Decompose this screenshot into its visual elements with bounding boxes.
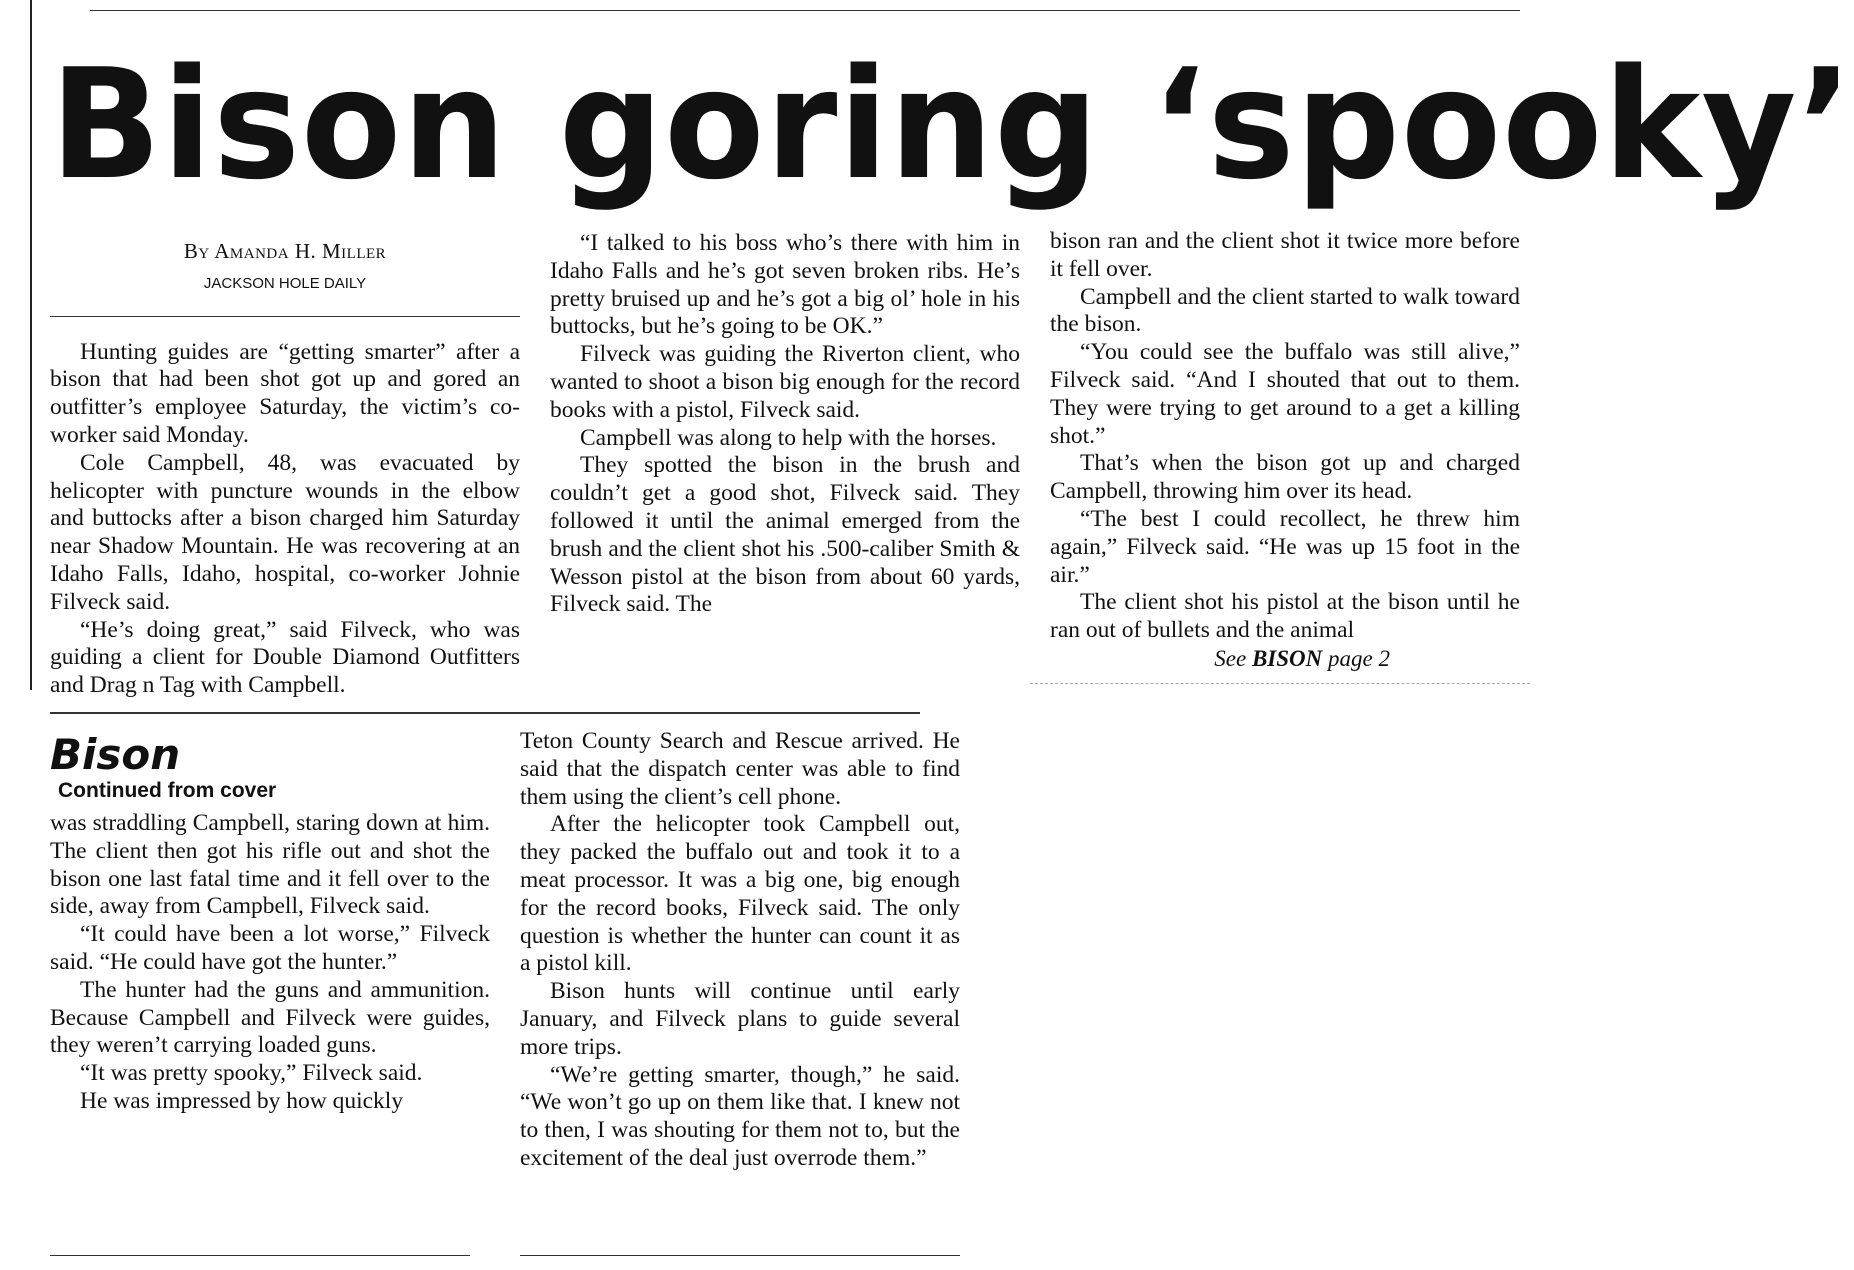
paragraph: They spotted the bison in the brush and couldn’t get a good shot, Filveck said. They followed it until the animal emerged from the brush and the client shot his .500-caliber Smith & Wesson pistol at the bison from about 60 yards, Filveck said. The xyxy=(550,452,1020,618)
paragraph: Campbell was along to help with the horses. xyxy=(580,424,997,451)
headline: Bison goring ‘spooky’ xyxy=(50,36,1854,213)
paragraph: “We’re getting smarter, though,” he said. “We won’t go up on them like that. I knew not to then, I was shouting for them not to, but the excitement of the deal just overrode them.” xyxy=(520,1061,960,1171)
dashed-rule xyxy=(1030,683,1530,684)
paragraph: After the helicopter took Campbell out, they packed the buffalo out and took it to a meat processor. It was a big one, big enough for the record books, Filveck said. The only question is whether the hunter can count it as a pistol kill. xyxy=(520,811,960,977)
byline-rule xyxy=(50,316,520,317)
paragraph: “It was pretty spooky,” Filveck said. xyxy=(80,1060,423,1087)
paragraph: “The best I could recollect, he threw him again,” Filveck said. “He was up 15 foot in the air.” xyxy=(1050,505,1520,588)
left-column-rule xyxy=(30,0,32,690)
paragraph: Filveck was guiding the Riverton client, who wanted to shoot a bison big enough for the record books with a pistol, Filveck said. xyxy=(550,341,1020,423)
continued-subtitle: Continued from cover xyxy=(58,779,277,802)
article-column-3 xyxy=(1050,228,1520,673)
bottom-rule-right xyxy=(520,1255,960,1256)
jump-word: BISON xyxy=(1251,645,1323,671)
paragraph: “He’s doing great,” said Filveck, who was guiding a client for Double Diamond Outfitters and Drag n Tag with Campbell. xyxy=(50,616,520,699)
article-column-1 xyxy=(50,232,520,700)
paragraph: was straddling Campbell, staring down at him. The client then got his rifle out and shot the bison one last fatal time and it fell over to the side, away from Campbell, Filveck said. xyxy=(50,810,490,920)
jump-suffix: page 2 xyxy=(1322,645,1390,671)
paragraph: The client shot his pistol at the bison until he ran out of bullets and the animal xyxy=(1050,589,1520,644)
paragraph: “I talked to his boss who’s there with him in Idaho Falls and he’s got seven broken ribs. He’s pretty bruised up and he’s got a big ol’ hole in his buttocks, but he’s going to be OK.” xyxy=(550,230,1020,340)
paragraph: He was impressed by how quickly xyxy=(80,1087,404,1114)
continued-column-1 xyxy=(50,728,490,1116)
byline: By Amanda H. Miller xyxy=(183,239,387,263)
paragraph: The hunter had the guns and ammunition. Because Campbell and Filveck were guides, they weren’t carrying loaded guns. xyxy=(50,976,490,1059)
continued-title: Bison xyxy=(50,730,181,779)
paragraph: That’s when the bison got up and charged Campbell, throwing him over its head. xyxy=(1050,450,1520,505)
paragraph: bison ran and the client shot it twice more before it fell over. xyxy=(1050,228,1520,282)
top-rule xyxy=(90,10,1520,11)
continued-column-2 xyxy=(520,728,960,1173)
paragraph: Cole Campbell, 48, was evacuated by helicopter with puncture wounds in the elbow and buttocks after a bison charged him Saturday near Shadow Mountain. He was recovering at an Idaho Falls, Idaho, hospital, co-worker Johnie Filveck said. xyxy=(50,449,520,615)
paragraph: Teton County Search and Rescue arrived. He said that the dispatch center was able to find them using the client’s cell phone. xyxy=(520,728,960,810)
jump-prefix: See xyxy=(1214,645,1252,671)
paragraph: “It could have been a lot worse,” Filveck said. “He could have got the hunter.” xyxy=(50,921,490,975)
paragraph: Hunting guides are “getting smarter” after a bison that had been shot got up and gored an outfitter’s employee Saturday, the victim’s co-worker said Monday. xyxy=(50,338,520,448)
article-column-2 xyxy=(550,230,1020,619)
section-rule xyxy=(50,712,920,714)
bottom-rule-left xyxy=(50,1255,470,1256)
paragraph: “You could see the buffalo was still alive,” Filveck said. “And I shouted that out to them. They were trying to get around to a get a killing shot.” xyxy=(1050,339,1520,449)
paragraph: Campbell and the client started to walk toward the bison. xyxy=(1050,283,1520,338)
affiliation: JACKSON HOLE DAILY xyxy=(203,274,367,292)
paragraph: Bison hunts will continue until early January, and Filveck plans to guide several more trips. xyxy=(520,978,960,1060)
jump-line xyxy=(1050,645,1520,673)
